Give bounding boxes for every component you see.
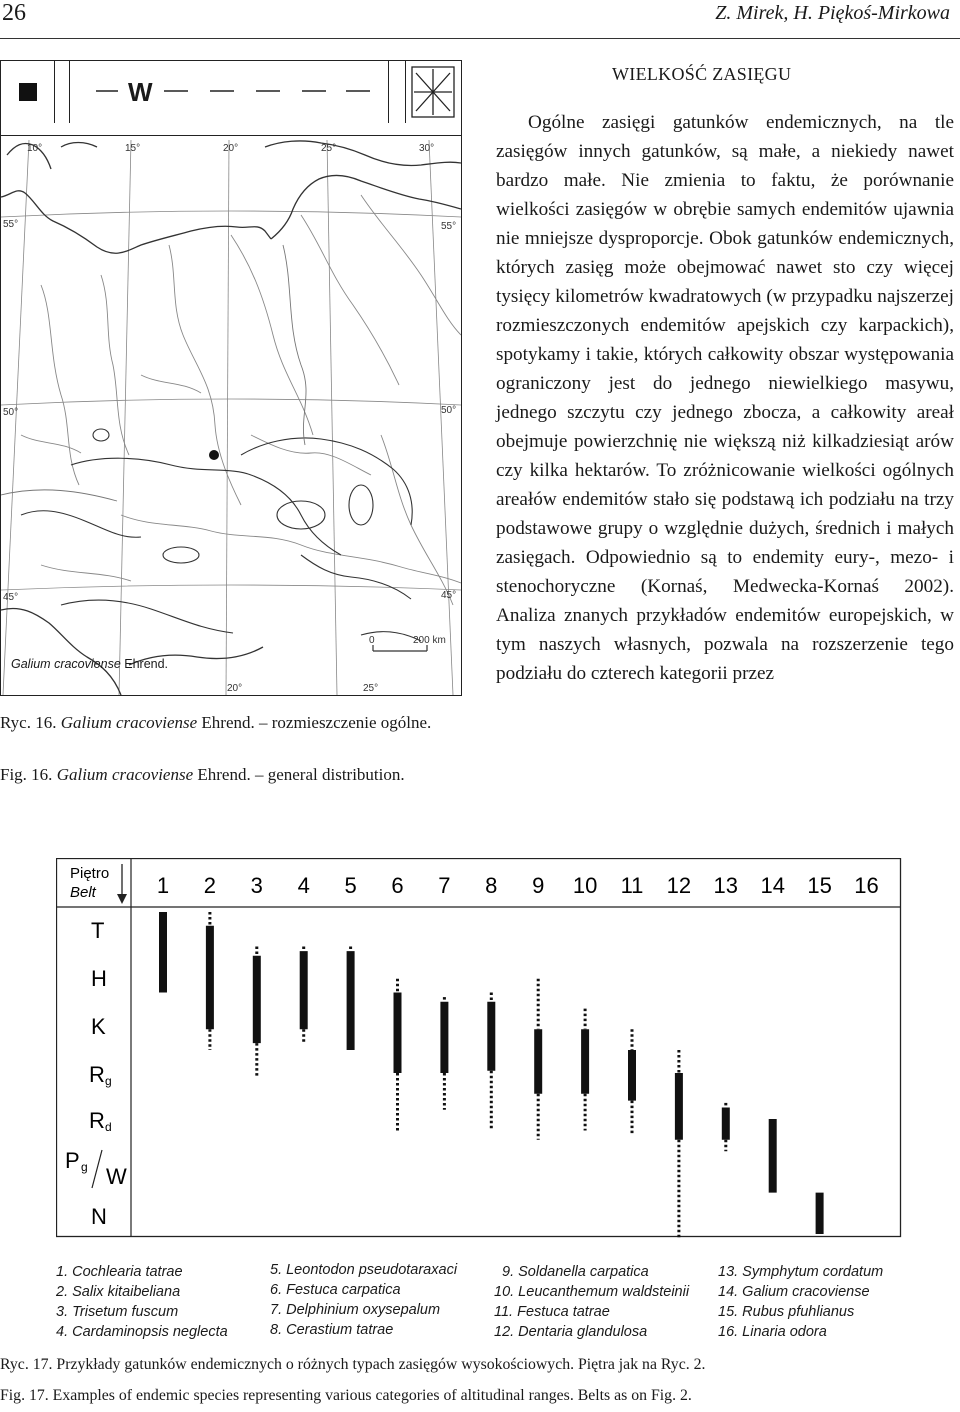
long-label-30: 30° (419, 143, 435, 154)
species-legend-item: 3. Trisetum fuscum (56, 1304, 179, 1320)
page-number: 26 (2, 0, 26, 26)
species-number-5: 5 (344, 873, 357, 898)
corner-label-pl: Piętro (70, 865, 110, 882)
lat-label-left-55: 55° (3, 219, 19, 230)
belt-label-pg: P (65, 1148, 80, 1173)
belt-label-rg: R (89, 1062, 105, 1087)
species-legend-item: 15. Rubus pfuhlianus (718, 1304, 855, 1320)
species-legend-item: 14. Galium cracoviense (718, 1284, 870, 1300)
lat-label-right-55: 55° (441, 221, 457, 232)
species-number-16: 16 (854, 873, 879, 898)
species-legend-item: 9. Soldanella carpatica (502, 1264, 649, 1280)
species-number-labels (157, 873, 879, 898)
belt-label-rd-sub: d (105, 1120, 112, 1134)
map-legend-row (1, 61, 461, 136)
running-header-authors: Z. Mirek, H. Piękoś-Mirkowa (715, 2, 950, 24)
long-label-bottom-25: 25° (363, 683, 379, 694)
belt-label-h: H (91, 966, 107, 991)
down-arrow-icon (117, 864, 127, 904)
species-legend-item: 8. Cerastium tatrae (270, 1322, 394, 1338)
locality-dot (209, 450, 219, 460)
species-number-14: 14 (760, 873, 785, 898)
body-paragraph: Ogólne zasięgi gatunków endemicznych, na tle zasięgów innych gatunków, są małe, a niekiedy nawet bardzo małe. Nie zmienia to faktu, że porównanie wielkości zasięgów w obrębie samych endemitów ujawnia nie mniejsze dysproporcje. Obok gatunków endemicznych, których zasięg może obejmować nawet sto czy więcej tysięcy kilometrów kwadratowych (w przypadku najszerzej rozmieszczonych endemitów apejskich czy karpackich), spotykamy i takie, których całkowity obszar występowania ograniczony jest do jednego niewielkiego masywu, jednego szczytu czy jednego zbocza, a całkowity areał obejmuje powierzchnię nie większą niż kilkadziesiąt arów czy kilka hektarów. To zróżnicowanie wielkości ogólnych areałów endemitów stało się podstawą ich podziału na trzy podstawowe grupy o względnie dużych, średnich i małych zasięgach. Odpowiednio są to endemity eury-, mezo- i stenochoryczne (Kornaś, Medwecka-Kornaś 2002). Analiza znanych przykładów endemitów europejskich, w tym naszych własnych, pozwala na rozszerzenie tego podziału do czterech kategorii przez (496, 112, 954, 684)
species-legend-item: 12. Dentaria glandulosa (494, 1324, 648, 1340)
long-label-bottom-20: 20° (227, 683, 243, 694)
species-number-15: 15 (807, 873, 832, 898)
species-legend-item: 1. Cochlearia tatrae (56, 1264, 183, 1280)
map-drawing (1, 135, 461, 695)
long-label-10: 10° (27, 143, 43, 154)
asterisk-star-icon (406, 61, 462, 123)
lat-label-left-45: 45° (3, 592, 19, 603)
species-legend-item: 7. Delphinium oxysepalum (270, 1302, 441, 1318)
legend-star-box (405, 61, 461, 123)
species-number-11: 11 (620, 873, 644, 898)
scale-label-end: 200 km (413, 635, 446, 646)
filled-square-icon (19, 83, 37, 101)
map-species-label: Galium cracoviense Ehrend. (11, 657, 169, 671)
long-label-15: 15° (125, 143, 141, 154)
belt-label-rd: R (89, 1108, 105, 1133)
species-number-7: 7 (438, 873, 451, 898)
altitudinal-range-chart (56, 858, 902, 1238)
fig16-caption-pl: Ryc. 16. Galium cracoviense Ehrend. – rozmieszczenie ogólne. (0, 713, 432, 732)
section-title: WIELKOŚĆ ZASIĘGU (612, 64, 792, 84)
species-number-1: 1 (156, 873, 170, 898)
body-text (496, 108, 954, 688)
species-number-3: 3 (250, 873, 263, 898)
species-number-13: 13 (713, 873, 739, 898)
lat-label-left-50: 50° (3, 407, 19, 418)
legend-letter-w: W (128, 77, 153, 107)
species-number-10: 10 (572, 873, 598, 898)
belt-row-labels (65, 918, 127, 1229)
species-number-12: 12 (666, 873, 692, 898)
belt-label-k: K (91, 1014, 106, 1039)
belt-label-w: W (106, 1164, 127, 1189)
species-legend-item: 16. Linaria odora (718, 1324, 827, 1340)
belt-label-pg-sub: g (81, 1160, 88, 1174)
fig17-caption-en: Fig. 17. Examples of endemic species representing various categories of altitudinal ranges. Belts as on Fig. 2. (0, 1387, 692, 1404)
species-number-2: 2 (203, 873, 217, 898)
species-number-4: 4 (297, 873, 310, 898)
species-legend-item: 13. Symphytum cordatum (718, 1264, 884, 1280)
dash-line-icon (70, 61, 390, 123)
belt-label-slash (92, 1150, 102, 1188)
long-label-25: 25° (321, 143, 337, 154)
lat-label-right-50: 50° (441, 405, 457, 416)
long-label-20: 20° (223, 143, 239, 154)
corner-label-en: Belt (70, 884, 96, 901)
belt-label-rg-sub: g (105, 1074, 112, 1088)
species-legend-item: 2. Salix kitaibeliana (56, 1284, 181, 1300)
species-legend-col-2 (270, 1260, 457, 1340)
species-number-9: 9 (532, 873, 545, 898)
species-legend-item: 5. Leontodon pseudotaraxaci (270, 1262, 458, 1278)
species-legend-col-4 (718, 1262, 883, 1342)
species-number-6: 6 (391, 873, 404, 898)
legend-square-box (1, 61, 55, 123)
belt-label-t: T (91, 918, 105, 943)
range-bars (163, 912, 867, 1238)
species-legend-item: 10. Leucanthemum waldsteinii (494, 1284, 690, 1300)
species-legend-col-1 (56, 1262, 228, 1342)
species-number-8: 8 (485, 873, 498, 898)
lat-label-right-45: 45° (441, 590, 457, 601)
fig17-caption-pl: Ryc. 17. Przykłady gatunków endemicznych o różnych typach zasięgów wysokościowych. Piętra jak na Ryc. 2. (0, 1356, 706, 1373)
belt-label-n: N (91, 1204, 107, 1229)
species-legend-item: 4. Cardaminopsis neglecta (56, 1324, 228, 1340)
species-legend-item: 6. Festuca carpatica (270, 1282, 401, 1298)
species-legend-col-3 (494, 1262, 689, 1342)
species-legend-item: 11. Festuca tatrae (494, 1304, 610, 1320)
distribution-map-figure (0, 60, 462, 696)
scale-label-start: 0 (369, 635, 375, 646)
legend-w-box (69, 61, 389, 123)
header-rule (0, 38, 960, 39)
fig16-caption-en: Fig. 16. Galium cracoviense Ehrend. – general distribution. (0, 765, 405, 784)
